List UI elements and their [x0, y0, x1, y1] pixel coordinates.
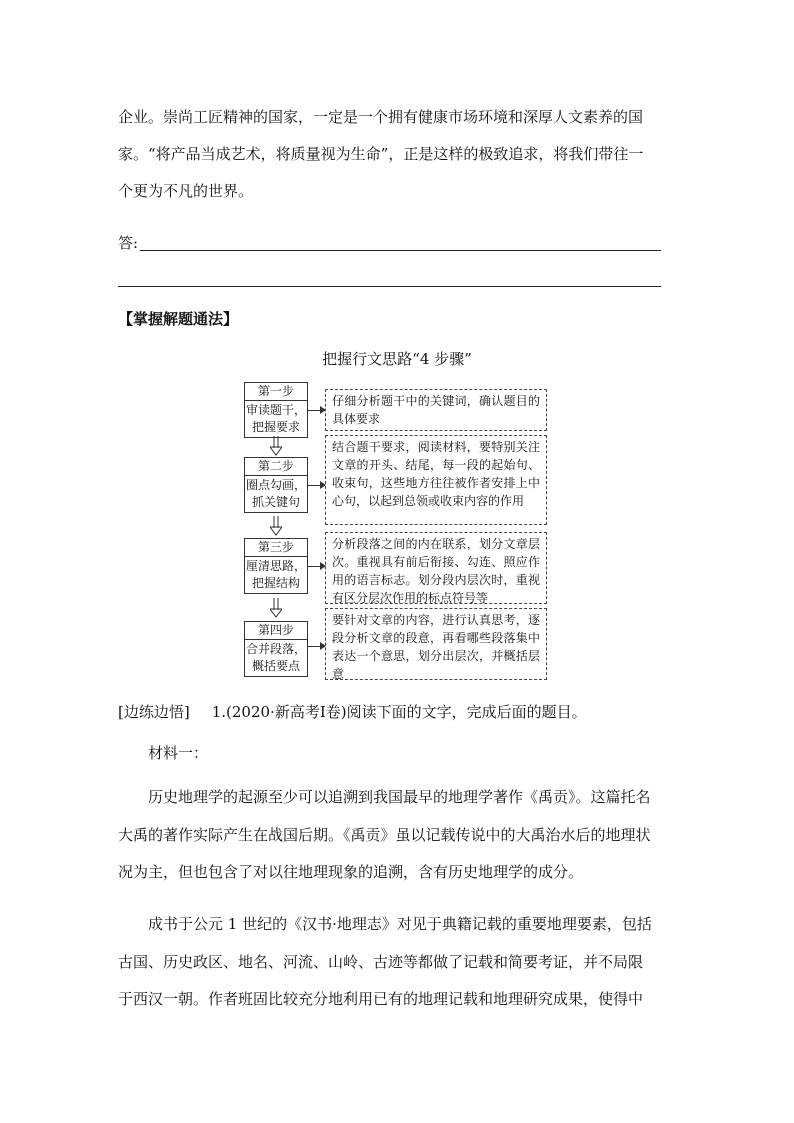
material-paragraph-2	[118, 906, 678, 943]
step-action-line-2: 抓关键句	[251, 495, 300, 509]
step-action-line-2: 把握结构	[251, 576, 300, 590]
down-arrow-icon	[270, 598, 282, 618]
material-paragraph-1-cont	[118, 817, 678, 891]
down-arrow-icon	[270, 516, 282, 536]
step-box-3	[244, 538, 308, 594]
practice-question	[118, 697, 678, 727]
answer-label: 答:	[118, 234, 139, 252]
step-action-line-1: 合并段落，	[245, 642, 306, 656]
step-name: 第一步	[245, 383, 307, 401]
connector-arrow-icon	[308, 485, 325, 486]
paragraph-2-line-3: 于西汉一朝。作者班固比较充分地利用已有的地理记载和地理研究成果，使得中	[118, 990, 644, 1008]
paragraph-2-line-1: 成书于公元 1 世纪的《汉书·地理志》对见于典籍记载的重要地理要素，包括	[148, 915, 652, 933]
step-action-line-2: 把握要求	[251, 420, 300, 434]
paragraph-1-line-1: 历史地理学的起源至少可以追溯到我国最早的地理学著作《禹贡》。这篇托名	[148, 788, 651, 806]
practice-question-text: 1.(2020·新高考Ⅰ卷)阅读下面的文字，完成后面的题目。	[211, 703, 587, 721]
diagram-title: 把握行文思路“4 步骤”	[322, 350, 472, 368]
step-action-line-1: 审读题干，	[245, 403, 306, 417]
step-desc-2: 结合题干要求，阅读材料，要特别关注文章的开头、结尾，每一段的起始句、收束句，这些地方往往被作者安排上中心句，以起到总领或收束内容的作用	[325, 435, 547, 525]
step-action-line-1: 厘清思路，	[245, 559, 306, 573]
connector-arrow-icon	[308, 566, 325, 567]
paragraph-2-line-2: 古国、历史政区、地名、河流、山岭、古迹等都做了记载和简要考证，并不局限	[118, 953, 644, 971]
down-arrow-icon	[270, 436, 282, 456]
paragraph-1-line-2: 大禹的著作实际产生在战国后期。《禹贡》虽以记载传说中的大禹治水后的地理状	[118, 826, 651, 844]
top-paragraph-line-3: 个更为不凡的世界。	[118, 182, 254, 200]
step-desc-4: 要针对文章的内容，进行认真思考，逐段分析文章的段意，再看哪些段落集中表达一个意思，划分出层次，并概括层意	[325, 608, 547, 680]
practice-tag: [边练边悟]	[118, 703, 190, 721]
top-paragraph	[118, 99, 678, 210]
answer-line-1[interactable]	[140, 250, 661, 251]
material-paragraph-2-cont	[118, 944, 678, 1018]
step-name: 第四步	[245, 622, 307, 640]
top-paragraph-line-1: 企业。崇尚工匠精神的国家，一定是一个拥有健康市场环境和深厚人文素养的国	[118, 108, 644, 126]
step-box-4	[244, 621, 308, 677]
paragraph-1-line-3: 况为主，但也包含了对以往地理现象的追溯，含有历史地理学的成分。	[118, 863, 584, 881]
step-box-2	[244, 457, 308, 513]
connector-arrow-icon	[308, 646, 325, 647]
material-label: 材料一：	[148, 744, 209, 762]
step-name: 第三步	[245, 539, 307, 557]
step-desc-3: 分析段落之间的内在联系，划分文章层次。重视具有前后衔接、勾连、照应作用的语言标志。划分段内层次时，重视有区分层次作用的标点符号等	[325, 532, 547, 604]
step-action-line-1: 圈点勾画，	[245, 478, 306, 492]
step-box-1	[244, 382, 308, 438]
step-desc-1: 仔细分析题干中的关键词，确认题目的具体要求	[325, 389, 547, 431]
top-paragraph-line-2: 家。“将产品当成艺术，将质量视为生命”，正是这样的极致追求，将我们带往一	[118, 145, 644, 163]
answer-line-2[interactable]	[118, 286, 661, 287]
connector-arrow-icon	[308, 410, 325, 411]
step-name: 第二步	[245, 458, 307, 476]
section-title: 【掌握解题通法】	[118, 310, 239, 328]
material-paragraph-1	[118, 779, 678, 816]
step-action-line-2: 概括要点	[251, 659, 300, 673]
